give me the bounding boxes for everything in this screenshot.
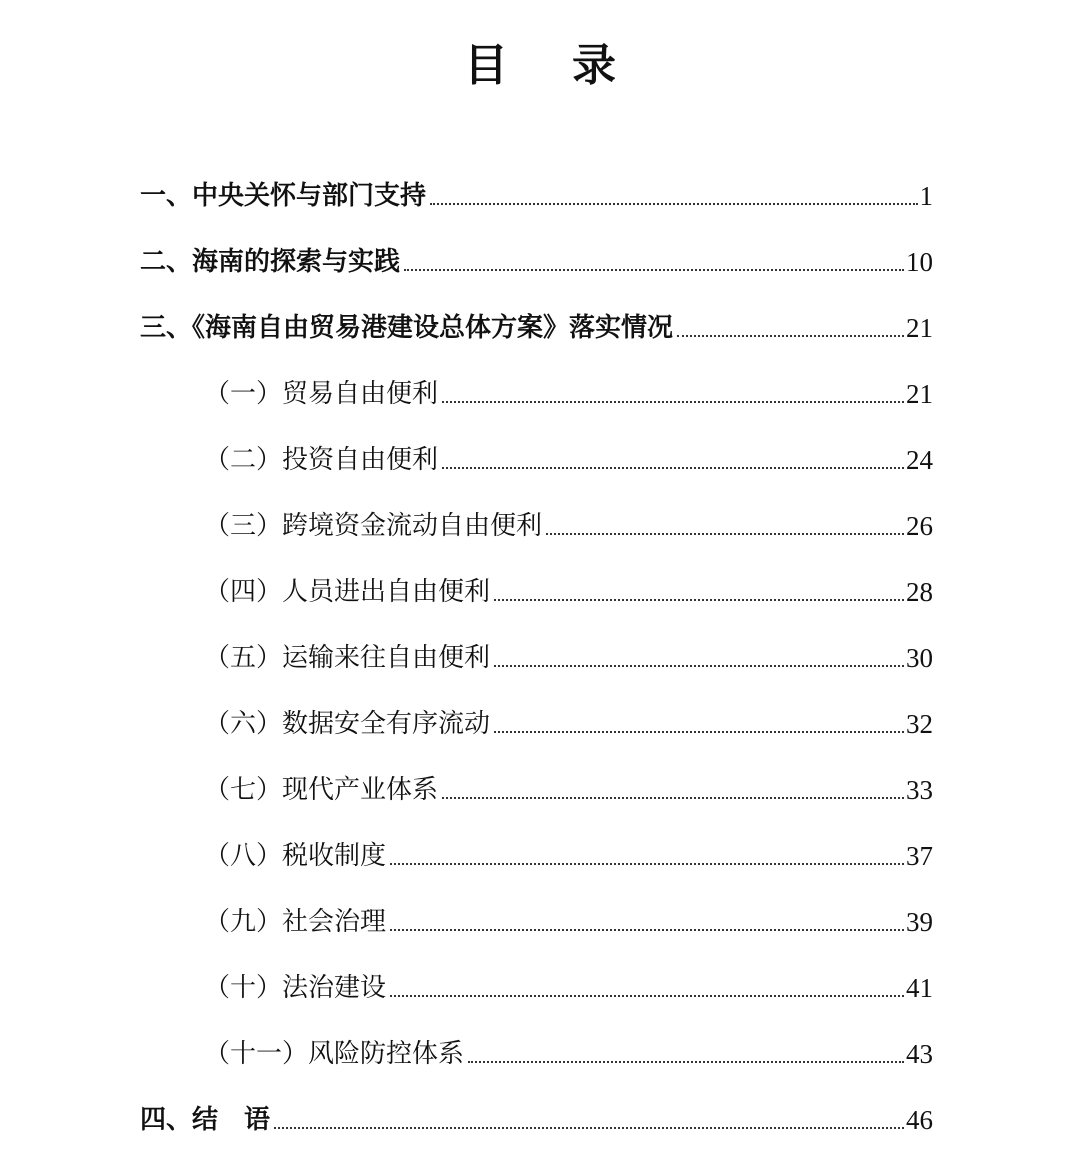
toc-entry-conclusion[interactable] xyxy=(140,1096,933,1136)
toc-entry-investment[interactable] xyxy=(204,436,933,476)
toc-entry-label: （六）数据安全有序流动 xyxy=(204,709,491,739)
toc-entry-page: 10 xyxy=(906,247,933,277)
toc-entry-data-flow[interactable] xyxy=(204,700,933,740)
toc-entry-label: （三）跨境资金流动自由便利 xyxy=(204,511,543,541)
toc-entry-personnel[interactable] xyxy=(204,568,933,608)
dot-leader xyxy=(274,1127,904,1129)
dot-leader xyxy=(404,269,904,271)
toc-entry-page: 24 xyxy=(906,445,933,475)
toc-entry-page: 30 xyxy=(906,643,933,673)
toc-entry-label: 三、《海南自由贸易港建设总体方案》落实情况 xyxy=(140,313,674,343)
dot-leader xyxy=(390,929,904,931)
dot-leader xyxy=(442,401,904,403)
dot-leader xyxy=(494,599,904,601)
toc-entry-tax[interactable] xyxy=(204,832,933,872)
toc-entry-label: （八）税收制度 xyxy=(204,841,387,871)
toc-entry-page: 46 xyxy=(906,1105,933,1135)
toc-entry-label: 四、结 语 xyxy=(140,1105,271,1135)
dot-leader xyxy=(468,1061,904,1063)
toc-entry-page: 21 xyxy=(906,313,933,343)
toc-entry-label: （一）贸易自由便利 xyxy=(204,379,439,409)
dot-leader xyxy=(390,995,904,997)
dot-leader xyxy=(442,797,904,799)
toc-entry-page: 41 xyxy=(906,973,933,1003)
toc-entry-label: （十）法治建设 xyxy=(204,973,387,1003)
toc-entry-page: 33 xyxy=(906,775,933,805)
toc-entry-page: 21 xyxy=(906,379,933,409)
toc-entry-page: 32 xyxy=(906,709,933,739)
toc-entry-industry[interactable] xyxy=(204,766,933,806)
toc-entry-label: （七）现代产业体系 xyxy=(204,775,439,805)
toc-entry-label: （四）人员进出自由便利 xyxy=(204,577,491,607)
dot-leader xyxy=(494,731,904,733)
toc-entry-label: （九）社会治理 xyxy=(204,907,387,937)
dot-leader xyxy=(442,467,904,469)
toc-entry-page: 28 xyxy=(906,577,933,607)
toc-entry-governance[interactable] xyxy=(204,898,933,938)
toc-entry-label: （五）运输来往自由便利 xyxy=(204,643,491,673)
toc-entry-page: 43 xyxy=(906,1039,933,1069)
toc-entry-page: 39 xyxy=(906,907,933,937)
dot-leader xyxy=(546,533,904,535)
page-title: 目录 xyxy=(464,40,680,91)
toc-entry-label: 二、海南的探索与实践 xyxy=(140,247,401,277)
toc-entry-master-plan[interactable] xyxy=(140,304,933,344)
toc-entry-transport[interactable] xyxy=(204,634,933,674)
toc-entry-page: 37 xyxy=(906,841,933,871)
toc-entry-label: （十一）风险防控体系 xyxy=(204,1039,465,1069)
dot-leader xyxy=(677,335,904,337)
toc-entry-page: 26 xyxy=(906,511,933,541)
toc-entry-label: （二）投资自由便利 xyxy=(204,445,439,475)
toc-entry-risk-control[interactable] xyxy=(204,1030,933,1070)
dot-leader xyxy=(494,665,904,667)
dot-leader xyxy=(390,863,904,865)
dot-leader xyxy=(430,203,917,205)
toc-entry-hainan-practice[interactable] xyxy=(140,238,933,278)
toc-entry-label: 一、中央关怀与部门支持 xyxy=(140,181,427,211)
toc-entry-rule-of-law[interactable] xyxy=(204,964,933,1004)
toc-entry-page: 1 xyxy=(919,181,933,211)
toc-entry-central-care[interactable] xyxy=(140,172,933,212)
toc-entry-trade[interactable] xyxy=(204,370,933,410)
toc-entry-capital-flow[interactable] xyxy=(204,502,933,542)
